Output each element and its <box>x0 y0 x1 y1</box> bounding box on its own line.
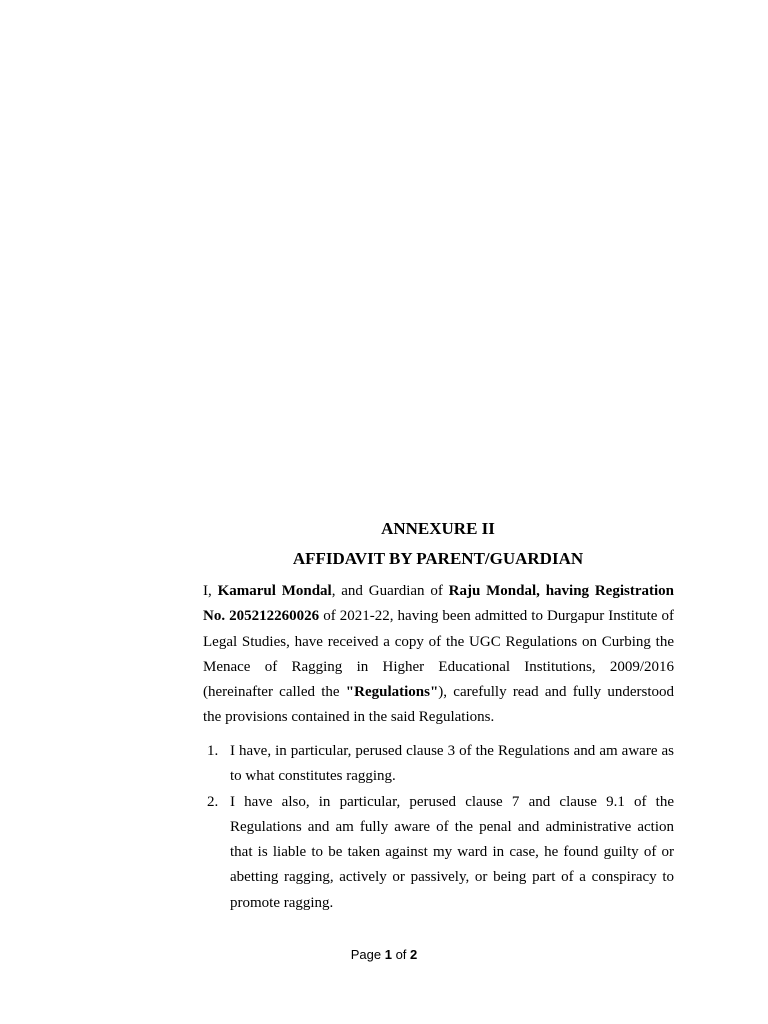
page-number-footer <box>0 946 768 964</box>
parent-name: Kamarul Mondal <box>217 583 332 599</box>
ward-registration: Raju Mondal, having Registration No. 205212260026 <box>203 583 675 625</box>
regulations-term: "Regulations" <box>345 684 439 701</box>
list-text: I have also, in particular, perused clause 7 and clause 9.1 of the Regulations and am fully aware of the penal and administrative action that is liable to be taken against my ward in case, he found guilty of or abetting ragging, actively or passively, or being part of a conspiracy to promote ragging. <box>230 793 674 911</box>
affidavit-heading: AFFIDAVIT BY PARENT/GUARDIAN <box>292 549 584 568</box>
list-number: 2. <box>207 793 219 810</box>
intro-paragraph <box>203 579 674 731</box>
clauses-list <box>203 739 674 916</box>
intro-text-1: I, <box>203 583 218 599</box>
of-word: of <box>391 947 411 962</box>
intro-text-4: ), carefully read and fully understood the provisions contained in the said Regulations. <box>203 684 674 726</box>
list-item <box>203 790 674 916</box>
intro-text-3: of 2021-22, having been admitted to Durgapur Institute of Legal Studies, have received a copy of the UGC Regulations on Curbing the Menace of Ragging in Higher Educational Institutions, 2009/2016 (hereinafter called the <box>203 608 674 701</box>
list-number: 1. <box>207 743 219 759</box>
list-item <box>203 739 674 790</box>
annexure-heading: ANNEXURE II <box>381 519 495 538</box>
list-text: I have, in particular, perused clause 3 of the Regulations and am aware as to what constitutes ragging. <box>230 743 674 785</box>
intro-text-2: , and Guardian of <box>331 583 449 599</box>
current-page-number: 1 <box>384 947 392 962</box>
page-word: Page <box>350 947 385 962</box>
total-page-count: 2 <box>410 947 418 962</box>
